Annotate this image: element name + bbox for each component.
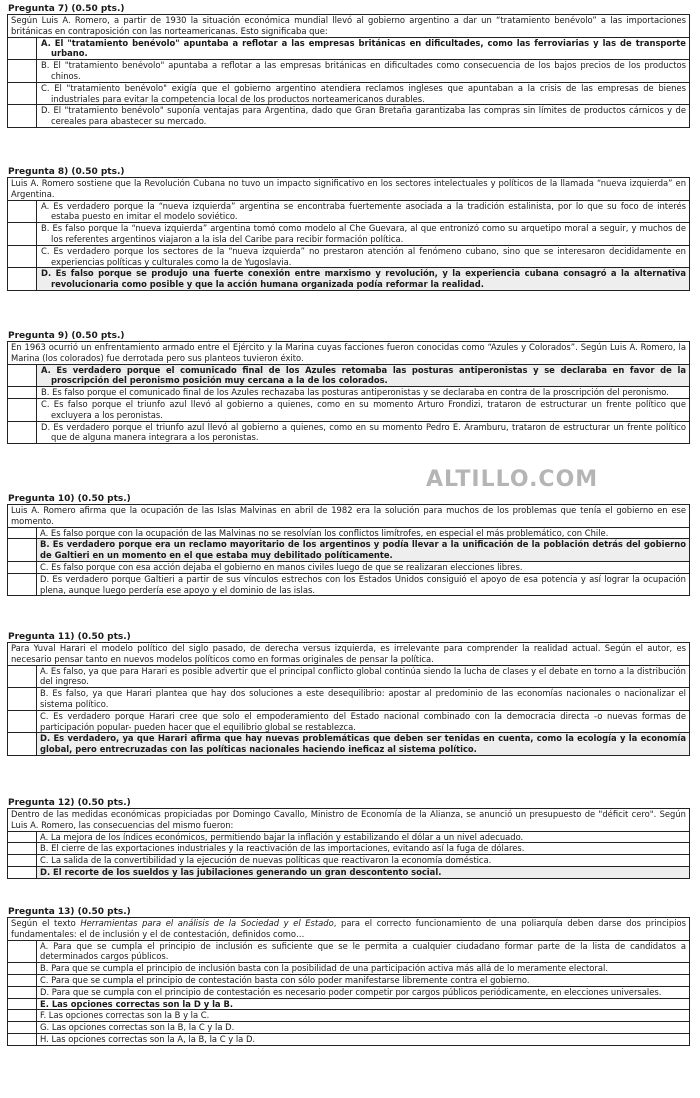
option-gutter: [8, 528, 37, 539]
stem-text: Según el texto: [11, 918, 81, 928]
option-gutter: [8, 268, 37, 290]
question-stem: [8, 918, 689, 940]
question-header: Pregunta 9) (0.50 pts.): [8, 331, 125, 341]
option-text: C. Es verdadero porque los sectores de la “nueva izquierda” no prestaron atención al fenómeno cubano, sino que se interesaron decididamente en experiencias políticas y culturales como la de Yugoslavia.: [41, 245, 686, 267]
option-text: D. Es verdadero porque Galtieri a partir de sus vínculos estrechos con los Estados Unidos consiguió el apoyo de esa potencia y así lograr la ocupación plena, aunque luego perdería ese apoyo y el dominio de las islas.: [40, 573, 686, 595]
option-text: G. Las opciones correctas son la B, la C y la D.: [40, 1022, 235, 1033]
option-a[interactable]: [8, 37, 689, 60]
question-header: Pregunta 7) (0.50 pts.): [8, 4, 125, 14]
option-text: A. Para que se cumpla el principio de inclusión es suficiente que se le permita a cualquier ciudadano formar parte de la lista de candidatos a determinados cargos públicos.: [40, 940, 686, 962]
option-gutter: [8, 83, 37, 105]
question-stem: Luis A. Romero sostiene que la Revolución Cubana no tuvo un impacto significativo en los sectores intelectuales y políticos de la llamada “nueva izquierda” en Argentina.: [11, 178, 686, 199]
option-b[interactable]: [8, 222, 689, 245]
option-gutter: [8, 422, 37, 444]
option-d[interactable]: [8, 986, 689, 998]
question-9: [7, 331, 690, 444]
option-gutter: [8, 711, 37, 733]
question-table: [7, 177, 690, 291]
option-h[interactable]: [8, 1033, 689, 1045]
question-12: [7, 798, 690, 879]
option-d[interactable]: [8, 421, 689, 444]
question-stem: En 1963 ocurrió un enfrentamiento armado entre el Ejército y la Marina cuyas facciones fueron conocidas como “Azules y Colorados”. Según Luis A. Romero, la Marina (los colorados) fue derrotada pero sus planteos tuvieron éxito.: [11, 342, 686, 363]
option-gutter: [8, 60, 37, 82]
question-11: [7, 632, 690, 756]
option-gutter: [8, 1034, 37, 1045]
question-table: [7, 341, 690, 444]
option-c[interactable]: [8, 854, 689, 866]
option-b[interactable]: [8, 687, 689, 710]
option-text: C. La salida de la convertibilidad y la ejecución de nuevas políticas que reactivaron la economía doméstica.: [40, 855, 492, 866]
option-text: A. Es verdadero porque la “nueva izquierda” argentina se encontraba fuertemente asociada a la tradición estalinista, por lo que su foco de interés estaba puesto en imitar el modelo soviético.: [41, 200, 686, 222]
option-text: A. Es verdadero porque el comunicado final de los Azules retomaba las posturas antiperonistas y se declaraba en favor de la proscripción del peronismo posición muy cercana a la de los colorados.: [37, 365, 689, 387]
option-b[interactable]: [8, 59, 689, 82]
option-gutter: [8, 387, 37, 398]
option-gutter: [8, 666, 37, 688]
option-gutter: [8, 105, 37, 127]
option-text: B. Para que se cumpla el principio de inclusión basta con la posibilidad de una participación activa más allá de lo meramente electoral.: [40, 963, 608, 974]
option-text: H. Las opciones correctas son la A, la B, la C y la D.: [40, 1033, 256, 1044]
option-gutter: [8, 201, 37, 223]
option-c[interactable]: [8, 82, 689, 105]
option-text: D. Es falso porque se produjo una fuerte conexión entre marxismo y revolución, y la experiencia cubana consagró a la alternativa revolucionaria como posible y que la acción humana organizada podía reformar la realidad.: [37, 268, 689, 290]
book-title: Herramientas para el análisis de la Sociedad y el Estado: [80, 918, 334, 928]
question-stem: Para Yuval Harari el modelo político del siglo pasado, de derecha versus izquierda, es irrelevante para comprender la realidad actual. Según el autor, es necesario pensar tanto en nuevos modelos políticos como en formas originales de pensar la política.: [11, 643, 686, 664]
option-gutter: [8, 999, 37, 1010]
question-7: [7, 4, 690, 128]
question-10: [7, 494, 690, 596]
question-header: Pregunta 11) (0.50 pts.): [8, 632, 131, 642]
option-c[interactable]: [8, 561, 689, 573]
question-table: [7, 642, 690, 756]
option-text: D. El "tratamiento benévolo" suponía ventajas para Argentina, dado que Gran Bretaña garantizaba las compras sin límites de productos cárnicos y de cereales para abastecer su mercado.: [41, 105, 686, 127]
question-13: [7, 907, 690, 1046]
option-gutter: [8, 843, 37, 854]
option-text: B. Es falso porque la “nueva izquierda” argentina tomó como modelo al Che Guevara, al que entronizó como su arquetipo moral a seguir, y muchos de los referentes argentinos viajaron a la isla del Caribe para recibir formación política.: [41, 223, 686, 244]
question-table: [7, 808, 690, 879]
option-text: C. Es falso porque con esa acción dejaba el gobierno en manos civiles luego de que se realizaran elecciones libres.: [40, 561, 523, 572]
option-text: C. Es verdadero porque Harari cree que solo el empoderamiento del Estado nacional combinado con la democracia directa -o nuevas formas de participación popular- pueden hacer que el equilibrio global se restablezca.: [40, 710, 686, 732]
option-d[interactable]: [8, 573, 689, 596]
option-d[interactable]: [8, 104, 689, 127]
option-b[interactable]: [8, 386, 689, 398]
option-gutter: [8, 1022, 37, 1033]
option-gutter: [8, 574, 37, 596]
option-g[interactable]: [8, 1021, 689, 1033]
option-text: B. Es falso porque el comunicado final de los Azules rechazaba las posturas antiperonistas y se declaraba en contra de la proscripción del peronismo.: [41, 387, 669, 398]
option-a[interactable]: [8, 200, 689, 223]
question-header: Pregunta 12) (0.50 pts.): [8, 798, 131, 808]
option-c[interactable]: [8, 245, 689, 268]
option-d[interactable]: [8, 267, 689, 290]
option-c[interactable]: [8, 974, 689, 986]
option-b[interactable]: [8, 538, 689, 561]
option-gutter: [8, 1010, 37, 1021]
question-8: [7, 167, 690, 291]
option-text: A. Es falso porque con la ocupación de las Malvinas no se resolvían los conflictos limítrofes, en especial el más problemático, con Chile.: [40, 527, 609, 538]
option-text: C. Es falso porque el triunfo azul llevó al gobierno a quienes, como en su momento Arturo Frondizi, trataron de estructurar un frente político que excluyera a los peronistas.: [41, 398, 686, 420]
option-text: D. Es verdadero, ya que Harari afirma que hay nuevas problemáticas que deben ser tenidas en cuenta, como la ecología y la economía global, pero entrecruzadas con las políticas nacionales haciendo ineficaz al sistema político.: [37, 733, 689, 755]
option-text: E. Las opciones correctas son la D y la B.: [40, 998, 234, 1009]
option-text: D. Es verdadero porque el triunfo azul llevó al gobierno a quienes, como en su momento Pedro E. Aramburu, trataron de estructurar un frente político que de alguna manera integrara a los peronistas.: [41, 421, 686, 443]
option-e[interactable]: [8, 998, 689, 1010]
option-a[interactable]: [8, 364, 689, 387]
question-table: [7, 14, 690, 128]
option-a[interactable]: [8, 665, 689, 688]
option-gutter: [8, 855, 37, 866]
option-gutter: [8, 963, 37, 974]
option-gutter: [8, 399, 37, 421]
question-table: [7, 504, 690, 596]
option-gutter: [8, 832, 37, 843]
option-gutter: [8, 365, 37, 387]
option-gutter: [8, 733, 37, 755]
option-text: B. Es verdadero porque era un reclamo mayoritario de los argentinos y podía llevar a la unificación de la población detrás del gobierno de Galtieri en un momento en el que estaba muy debilitado políticamente.: [37, 539, 689, 561]
option-text: F. Las opciones correctas son la B y la C.: [40, 1010, 210, 1021]
option-gutter: [8, 941, 37, 963]
option-text: D. Para que se cumpla con el principio de contestación es necesario poder competir por cargos públicos periódicamente, en elecciones universales.: [40, 986, 662, 997]
option-text: B. Es falso, ya que Harari plantea que hay dos soluciones a este desequilibrio: apostar al predominio de las economías nacionales o nacionalizar el sistema político.: [40, 688, 686, 709]
option-b[interactable]: [8, 962, 689, 974]
option-text: C. El "tratamiento benévolo" exigía que el gobierno argentino atendiera reclamos ingleses que apuntaban a la crisis de las empresas de bienes industriales para evitar la competencia local de los productos norteamericanos durables.: [41, 82, 686, 104]
question-header: Pregunta 10) (0.50 pts.): [8, 494, 131, 504]
option-gutter: [8, 246, 37, 268]
option-gutter: [8, 38, 37, 60]
option-gutter: [8, 539, 37, 561]
option-gutter: [8, 562, 37, 573]
watermark: ALTILLO.COM: [426, 467, 599, 492]
option-b[interactable]: [8, 842, 689, 854]
option-c[interactable]: [8, 398, 689, 421]
question-table: [7, 917, 690, 1046]
option-gutter: [8, 987, 37, 998]
option-a[interactable]: [8, 527, 689, 539]
question-stem: Luis A. Romero afirma que la ocupación de las Islas Malvinas en abril de 1982 era la solución para muchos de los problemas que tenía el gobierno en ese momento.: [11, 505, 686, 526]
option-text: A. El "tratamiento benévolo" apuntaba a reflotar a las empresas británicas en dificultades, como las ferroviarias y las de transporte urbano.: [41, 37, 686, 59]
option-text: B. El cierre de las exportaciones industriales y la reactivación de las importaciones, evitando así la fuga de dólares.: [40, 843, 525, 854]
option-a[interactable]: [8, 831, 689, 843]
question-stem: Dentro de las medidas económicas propiciadas por Domingo Cavallo, Ministro de Economía de la Alianza, se anunció un presupuesto de "déficit cero". Según Luis A. Romero, las consecuencias del mismo fueron:: [11, 809, 686, 830]
option-text: C. Para que se cumpla el principio de contestación basta con sólo poder manifestarse libremente contra el gobierno.: [40, 974, 530, 985]
option-gutter: [8, 223, 37, 245]
option-text: A. La mejora de los índices económicos, permitiendo bajar la inflación y estabilizando el dólar a un nivel adecuado.: [40, 831, 524, 842]
option-d[interactable]: [8, 866, 689, 878]
stem-text: , para el correcto funcionamiento de una poliarquía deben darse dos principios fundamentales: el de inclusión y el de contestación, definidos como…: [11, 918, 687, 939]
question-header: Pregunta 8) (0.50 pts.): [8, 167, 125, 177]
option-f[interactable]: [8, 1009, 689, 1021]
option-a[interactable]: [8, 940, 689, 963]
option-gutter: [8, 688, 37, 710]
option-d[interactable]: [8, 732, 689, 755]
option-text: B. El "tratamiento benévolo" apuntaba a reflotar a las empresas británicas en dificultades como consecuencia de los bajos precios de los productos chinos.: [41, 60, 686, 81]
option-gutter: [8, 867, 37, 878]
option-text: A. Es falso, ya que para Harari es posible advertir que el principal conflicto global continúa siendo la lucha de clases y el debate en torno a la distribución del ingreso.: [40, 665, 686, 687]
option-gutter: [8, 975, 37, 986]
option-c[interactable]: [8, 710, 689, 733]
question-header: Pregunta 13) (0.50 pts.): [8, 907, 131, 917]
option-text: D. El recorte de los sueldos y las jubilaciones generando un gran descontento social.: [37, 867, 689, 878]
question-stem: Según Luis A. Romero, a partir de 1930 la situación económica mundial llevó al gobierno argentino a dar un “tratamiento benévolo” a las importaciones británicas en contraposición con las norteamericanas. Esto significaba que:: [11, 15, 686, 36]
